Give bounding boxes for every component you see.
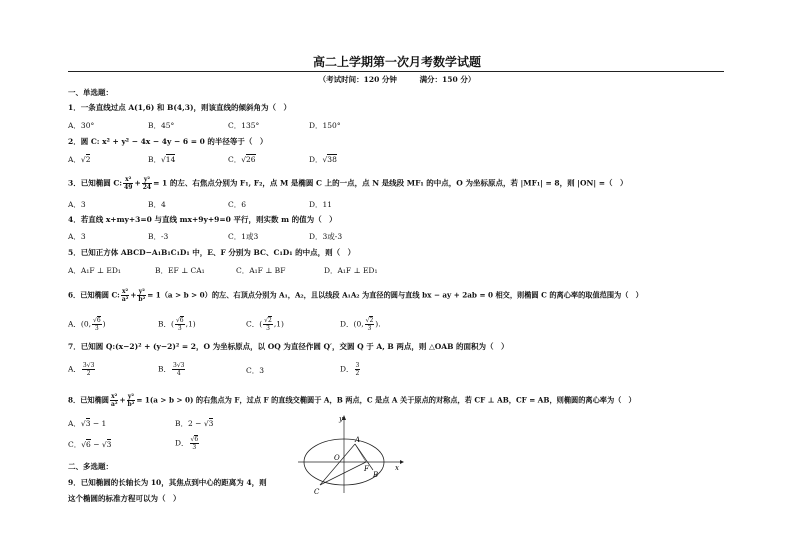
q2-b-label: B． bbox=[148, 155, 162, 164]
q2-option-b: B．√14 bbox=[148, 155, 176, 164]
q7-d-den: 2 bbox=[355, 370, 360, 377]
q6-b-post: ,1) bbox=[185, 319, 196, 329]
q2-a-label: A． bbox=[68, 155, 81, 164]
q6-option-a bbox=[68, 317, 106, 332]
q6-d-num-rad: 2 bbox=[369, 317, 374, 324]
q3-frac-y-den: 24 bbox=[142, 184, 152, 191]
q6-frac-x-num: x² bbox=[121, 288, 129, 295]
page-title: 高二上学期第一次月考数学试题 bbox=[312, 55, 481, 69]
q8-d-fraction bbox=[190, 436, 200, 451]
segment-ac bbox=[320, 444, 355, 485]
q5-option-c: C．A₁F ⊥ BF bbox=[236, 266, 286, 275]
q6-fraction-x bbox=[121, 288, 130, 303]
question-8-stem: 8．已知椭圆 $\frac{\text{x²}}{\text{a²}}$ + $\frac{\text{y²}}{\text{b²}}$ = 1(a > b > 0) 的右焦点为 F，过点 F 的直线交椭圆于 A，B 两点，C 是点 A 关于原点的对称点，若 CF ⊥ AB，CF = AB，则椭圆的离心率为（ ） bbox=[68, 393, 636, 408]
q8-b-rad: 3 bbox=[208, 419, 214, 428]
q8-fraction-x bbox=[110, 393, 119, 408]
q7-d-pre: D． bbox=[340, 364, 354, 374]
question-4-stem: 4．若直线 x+my+3=0 与直线 mx+9y+9=0 平行，则实数 m 的值为（ ） bbox=[68, 215, 337, 224]
question-7-stem: 7．已知圆 Q:(x−2)² + (y−2)² = 2，O 为坐标原点，以 OQ 为直径作圆 Q′，交圆 Q 于 A, B 两点，则 △OAB 的面积为（ ） bbox=[68, 342, 509, 351]
q6-d-fraction bbox=[365, 317, 375, 332]
q2-d-label: D． bbox=[309, 155, 323, 164]
q1-option-b: B．45° bbox=[148, 121, 175, 130]
question-3-stem: 3．已知椭圆 C: $\frac{\text{x²}}{49}$ + $\frac{\text{y²}}{24}$ = 1 的左、右焦点分别为 F₁, F₂，点 M 是椭圆 C 上的一点，点 N 是线段 MF₁ 的中点，O 为坐标原点，若 |MF₁| = 8，则 |ON| =（ ） bbox=[68, 176, 628, 191]
q7-option-c: C．3 bbox=[246, 366, 265, 375]
question-9-line2: 这个椭圆的标准方程可以为（ ） bbox=[68, 494, 181, 503]
q6-d-post: ). bbox=[375, 319, 381, 329]
q6-frac-y-den: b² bbox=[138, 296, 146, 303]
q6-c-fraction bbox=[263, 317, 273, 332]
q8-frac-y-den: b² bbox=[127, 401, 135, 408]
q8-fraction-y bbox=[127, 393, 136, 408]
q6-a-pre: A．(0, bbox=[68, 319, 91, 329]
q6-stem-post: = 1（a > b > 0）的左、右顶点分别为 A₁，A₂，且以线段 A₁A₂ 为直径的圆与直线 bx − ay + 2ab = 0 相交，则椭圆 C 的离心率的取值范围为（ ） bbox=[147, 290, 643, 300]
q4-option-a: A．3 bbox=[68, 232, 86, 241]
q8-c-rad2: 3 bbox=[106, 440, 112, 449]
label-f: F bbox=[364, 465, 369, 473]
q8-a-rad: 3 bbox=[85, 419, 91, 428]
q6-frac-y-num: y² bbox=[138, 288, 145, 295]
q7-d-fraction bbox=[355, 362, 361, 377]
q3-option-d: D．11 bbox=[309, 200, 333, 209]
q3-stem-pre: 3．已知椭圆 C: bbox=[68, 178, 123, 188]
q6-d-pre: D．(0, bbox=[340, 319, 364, 329]
q6-b-num-rad: 6 bbox=[179, 317, 184, 324]
q6-fraction-y bbox=[137, 288, 146, 303]
q8-c-pre: C． bbox=[68, 440, 82, 449]
q5-option-b: B．EF ⊥ CA₁ bbox=[155, 266, 205, 275]
q3-frac-x-num: x² bbox=[123, 176, 133, 184]
q6-stem-pre: 6．已知椭圆 C: bbox=[68, 290, 120, 300]
q7-b-pre: B． bbox=[158, 364, 172, 374]
x-axis-arrow bbox=[400, 460, 404, 464]
q6-c-post: ,1) bbox=[273, 319, 284, 329]
q6-a-num-rad: 6 bbox=[96, 317, 101, 324]
q6-c-pre: C．( bbox=[246, 319, 263, 329]
q6-a-fraction bbox=[92, 317, 102, 332]
q8-option-a: A．√3 − 1 bbox=[68, 419, 107, 428]
q6-b-den: 3 bbox=[177, 325, 182, 332]
q2-option-a: A．√2 bbox=[68, 155, 91, 164]
q6-frac-x-den: a² bbox=[121, 296, 129, 303]
q8-b-pre: B．2 − bbox=[175, 419, 204, 428]
question-1-stem: 1．一条直线过点 A(1,6) 和 B(4,3)，则该直线的倾斜角为（ ） bbox=[68, 103, 291, 112]
q8-option-c: C．√6 − √3 bbox=[68, 440, 112, 449]
q8-c-rad1: 6 bbox=[86, 440, 91, 449]
q7-option-d bbox=[340, 362, 361, 377]
q1-option-a: A．30° bbox=[68, 121, 95, 130]
q7-a-num: 3√3 bbox=[82, 362, 95, 369]
q6-c-num: √2 bbox=[264, 317, 272, 324]
exam-meta bbox=[0, 74, 794, 85]
q6-option-b bbox=[158, 317, 196, 332]
q4-option-c: C．1或3 bbox=[228, 232, 259, 241]
title-divider bbox=[68, 71, 724, 72]
label-b: B bbox=[373, 471, 379, 479]
q3-fraction-x bbox=[123, 176, 133, 191]
q5-option-a: A．A₁F ⊥ ED₁ bbox=[68, 266, 121, 275]
q6-option-d bbox=[340, 317, 381, 332]
q8-frac-y-num: y² bbox=[127, 393, 134, 400]
question-2-stem: 2．圆 C: x² + y² − 4x − 4y − 6 = 0 的半径等于（ ） bbox=[68, 137, 268, 146]
q7-b-fraction bbox=[172, 362, 185, 377]
question-9-line1: 9．已知椭圆的长轴长为 10，其焦点到中心的距离为 4，则 bbox=[68, 478, 267, 487]
q4-option-b: B．-3 bbox=[148, 232, 169, 241]
q2-d-radicand: 38 bbox=[327, 155, 337, 164]
q6-a-num: √6 bbox=[93, 317, 101, 324]
q6-b-fraction bbox=[175, 317, 185, 332]
q2-c-label: C． bbox=[228, 155, 242, 164]
exam-time: （考试时间：120 分钟 bbox=[318, 75, 397, 84]
ellipse-figure bbox=[296, 413, 406, 495]
q8-c-mid: − bbox=[90, 440, 102, 449]
q6-c-num-rad: 2 bbox=[268, 317, 272, 324]
q2-option-c: C．√26 bbox=[228, 155, 256, 164]
q6-d-den: 3 bbox=[367, 325, 372, 332]
q6-b-pre: B．( bbox=[158, 319, 174, 329]
q3-option-a: A．3 bbox=[68, 200, 86, 209]
q3-option-b: B．4 bbox=[148, 200, 166, 209]
q8-frac-x-num: x² bbox=[111, 393, 118, 400]
q7-a-den: 2 bbox=[86, 370, 91, 377]
label-a: A bbox=[355, 436, 361, 444]
label-o: O bbox=[334, 454, 340, 462]
section-multi-choice: 二、多选题： bbox=[68, 462, 113, 471]
label-x: x bbox=[395, 464, 399, 472]
question-6-stem: 6．已知椭圆 C: $\frac{\text{x²}}{\text{a²}}$ + $\frac{\text{y²}}{\text{b²}}$ = 1（a > b > 0）的左、右顶点分别为 A₁，A₂，且以线段 A₁A₂ 为直径的圆与直线 bx − ay + 2ab = 0 相交，则椭圆 C 的离心率的取值范围为（ ） bbox=[68, 288, 643, 303]
q8-stem-post: = 1(a > b > 0) 的右焦点为 F，过点 F 的直线交椭圆于 A，B 两点，C 是点 A 关于原点的对称点，若 CF ⊥ AB，CF = AB，则椭圆的离心率为（ ） bbox=[136, 395, 636, 405]
q8-a-post: − 1 bbox=[90, 419, 107, 428]
q6-a-post: ) bbox=[102, 319, 106, 329]
q6-b-num: √6 bbox=[175, 317, 184, 324]
q4-option-d: D．3或-3 bbox=[309, 232, 343, 241]
q3-option-c: C．6 bbox=[228, 200, 247, 209]
q8-stem-pre: 8．已知椭圆 bbox=[68, 395, 109, 405]
segment-cf bbox=[320, 462, 366, 485]
q8-a-pre: A． bbox=[68, 419, 81, 428]
q5-option-d: D．A₁F ⊥ ED₁ bbox=[324, 266, 378, 275]
q6-d-num: √2 bbox=[365, 317, 374, 324]
q2-b-radicand: 14 bbox=[165, 155, 176, 164]
q8-option-d bbox=[175, 436, 200, 451]
q2-option-d: D．√38 bbox=[309, 155, 337, 164]
q1-option-c: C．135° bbox=[228, 121, 260, 130]
q2-a-radicand: 2 bbox=[85, 155, 91, 164]
q3-fraction-y bbox=[142, 176, 152, 191]
q7-b-den: 4 bbox=[176, 370, 181, 377]
q3-frac-x-den: 49 bbox=[124, 184, 133, 191]
q7-a-fraction bbox=[82, 362, 95, 377]
q8-d-pre: D． bbox=[175, 438, 189, 448]
q3-frac-y-num: y² bbox=[142, 176, 152, 184]
label-c: C bbox=[314, 488, 320, 495]
q7-option-b bbox=[158, 362, 186, 377]
q3-stem-post: = 1 的左、右焦点分别为 F₁, F₂，点 M 是椭圆 C 上的一点，点 N 是线段 MF₁ 的中点，O 为坐标原点，若 |MF₁| = 8，则 |ON| =（ ） bbox=[153, 178, 628, 188]
full-score: 满分：150 分） bbox=[419, 75, 476, 84]
q6-a-den: 3 bbox=[94, 325, 99, 332]
q6-option-c bbox=[246, 317, 284, 332]
q7-b-num: 3√3 bbox=[173, 362, 185, 369]
q6-c-den: 3 bbox=[266, 325, 270, 332]
q1-option-d: D．150° bbox=[309, 121, 341, 130]
q7-a-pre: A． bbox=[68, 364, 81, 374]
q7-d-num: 3 bbox=[355, 362, 360, 369]
q2-c-radicand: 26 bbox=[246, 155, 256, 164]
q7-option-a bbox=[68, 362, 96, 377]
q8-frac-x-den: a² bbox=[110, 401, 118, 408]
q8-option-b: B．2 − √3 bbox=[175, 419, 214, 428]
q8-d-num-rad: 6 bbox=[194, 436, 199, 443]
label-y: y bbox=[339, 415, 343, 423]
question-5-stem: 5．已知正方体 ABCD−A₁B₁C₁D₁ 中，E、F 分别为 BC、C₁D₁ 的中点，则（ ） bbox=[68, 248, 356, 257]
section-single-choice: 一、单选题： bbox=[68, 88, 113, 97]
segment-af bbox=[355, 444, 366, 462]
q8-d-den: 3 bbox=[192, 444, 197, 451]
q8-d-num: √6 bbox=[190, 436, 199, 443]
